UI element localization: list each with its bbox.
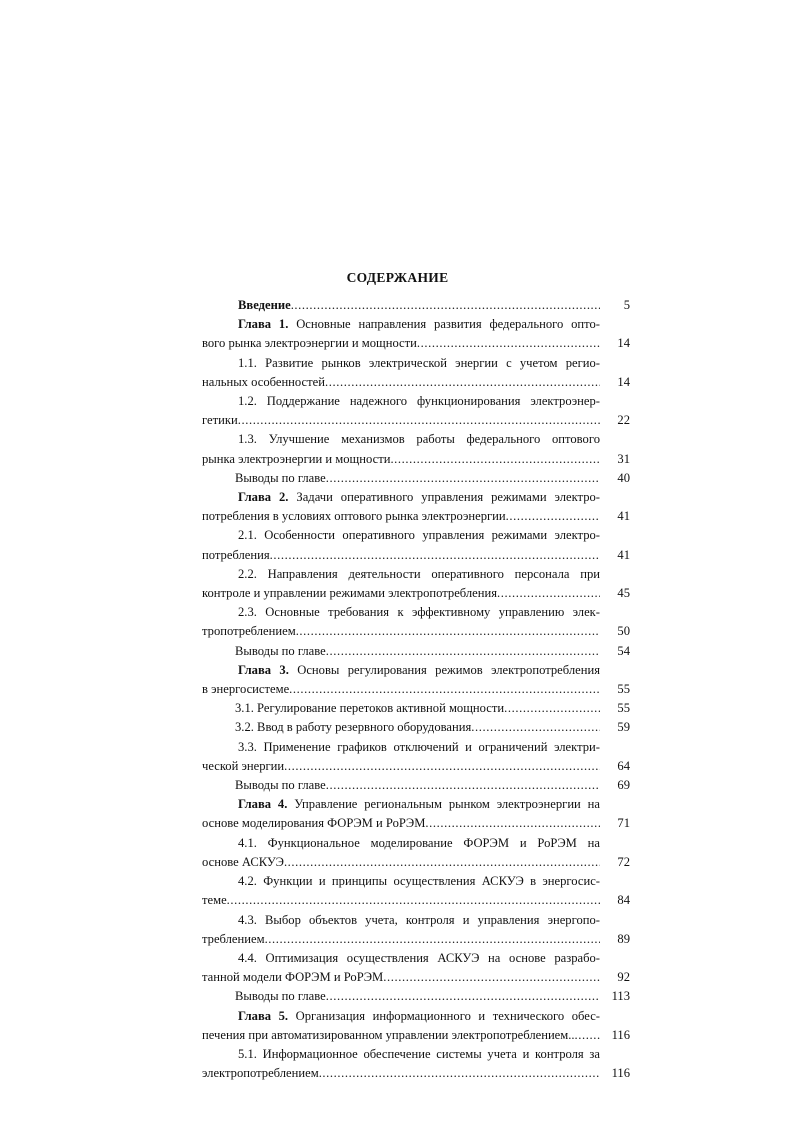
page-number: 50 (617, 624, 630, 639)
dot-leader (417, 334, 600, 353)
toc-entry (202, 296, 630, 315)
entry-text: Задачи оперативного управления режимами электро- (296, 490, 600, 505)
page-number: 89 (617, 931, 630, 946)
entry-text: Основы регулирования режимов электропотребления (297, 662, 600, 677)
dot-leader (270, 546, 600, 565)
toc-entry (202, 911, 630, 949)
entry-text: вого рынка электроэнергии и мощности (202, 336, 417, 351)
toc-entry (202, 738, 630, 776)
dot-leader (575, 1026, 600, 1045)
dot-leader (390, 450, 600, 469)
page-number: 84 (617, 893, 630, 908)
chapter-label: Глава 1. (238, 317, 289, 332)
entry-text: потребления в условиях оптового рынка электроэнергии (202, 509, 506, 524)
dot-leader (383, 968, 600, 987)
page-number: 31 (617, 451, 630, 466)
entry-text: 3.2. Ввод в работу резервного оборудования (235, 720, 472, 735)
entry-text: печения при автоматизированном управлении электропотреблением.. (202, 1027, 575, 1042)
entry-text: 4.2. Функции и принципы осуществления АСКУЭ в энергосис- (238, 874, 600, 889)
toc-entry (202, 1007, 630, 1045)
dot-leader (289, 680, 600, 699)
chapter-label: Глава 4. (238, 797, 288, 812)
toc-entry (202, 430, 630, 468)
page-number: 41 (617, 547, 630, 562)
chapter-label: Глава 3. (238, 662, 289, 677)
entry-text: 1.3. Улучшение механизмов работы федерального оптового (238, 432, 600, 447)
entry-text: треблением (202, 931, 265, 946)
page-number: 64 (617, 758, 630, 773)
page-number: 22 (617, 413, 630, 428)
entry-text: 4.3. Выбор объектов учета, контроля и управления энергопо- (238, 912, 600, 927)
entry-text: 2.1. Особенности оперативного управления режимами электро- (238, 528, 600, 543)
toc-entry (202, 565, 630, 603)
toc-entry (202, 1045, 630, 1083)
toc-entry (202, 872, 630, 910)
toc-entry (202, 526, 630, 564)
dot-leader (238, 411, 600, 430)
entry-text: контроле и управлении режимами электропотребления (202, 586, 498, 601)
entry-text: Основные направления развития федерального опто- (296, 317, 600, 332)
entry-text: 4.4. Оптимизация осуществления АСКУЭ на основе разрабо- (238, 950, 600, 965)
dot-leader (296, 622, 600, 641)
page-number: 45 (617, 586, 630, 601)
dot-leader (284, 853, 600, 872)
toc-entry (202, 661, 630, 699)
toc-entry (202, 834, 630, 872)
entry-text: ческой энергии (202, 758, 285, 773)
dot-leader (326, 469, 600, 488)
entry-text: Управление региональным рынком электроэнергии на (294, 797, 600, 812)
dot-leader (319, 1064, 600, 1083)
toc-entry (202, 949, 630, 987)
toc-entry (202, 315, 630, 353)
entry-text: Выводы по главе (235, 778, 326, 793)
page-number: 116 (611, 1027, 630, 1042)
entry-text: Организация информационного и технического обес- (295, 1008, 600, 1023)
entry-text: нальных особенностей (202, 374, 325, 389)
page-number: 40 (617, 470, 630, 485)
entry-text: потребления (202, 547, 270, 562)
chapter-label: Глава 2. (238, 490, 289, 505)
dot-leader (497, 584, 600, 603)
entry-text: основе моделирования ФОРЭМ и РоРЭМ (202, 816, 426, 831)
dot-leader (265, 930, 600, 949)
entry-text: Выводы по главе (235, 470, 326, 485)
entry-text: 4.1. Функциональное моделирование ФОРЭМ и РоРЭМ на (238, 835, 600, 850)
toc-entry (202, 795, 630, 833)
toc-entry (202, 987, 630, 1006)
page-number: 55 (617, 701, 630, 716)
page-number: 69 (617, 778, 630, 793)
toc-entry (202, 642, 630, 661)
entry-text: 5.1. Информационное обеспечение системы учета и контроля за (238, 1046, 600, 1061)
entry-text: основе АСКУЭ (202, 854, 284, 869)
dot-leader (326, 776, 600, 795)
toc-entry (202, 392, 630, 430)
entry-text: 3.3. Применение графиков отключений и ограничений электри- (238, 739, 600, 754)
page-number: 113 (611, 989, 630, 1004)
page-number: 5 (623, 298, 630, 312)
page-number: 92 (617, 970, 630, 985)
entry-text: электропотреблением (202, 1066, 319, 1081)
page-number: 71 (617, 816, 630, 831)
toc-entry (202, 603, 630, 641)
entry-text: танной модели ФОРЭМ и РоРЭМ (202, 970, 384, 985)
page-number: 72 (617, 854, 630, 869)
page-number: 14 (617, 374, 630, 389)
entry-text: Выводы по главе (235, 989, 326, 1004)
entry-text: рынка электроэнергии и мощности (202, 451, 391, 466)
chapter-label (238, 296, 291, 315)
entry-text: гетики (202, 413, 238, 428)
dot-leader (326, 642, 600, 661)
entry-text: 1.1. Развитие рынков электрической энергии с учетом регио- (238, 355, 600, 370)
dot-leader (284, 757, 600, 776)
entry-text: теме (202, 893, 227, 908)
page-number: 59 (617, 720, 630, 735)
toc-entry (202, 469, 630, 488)
dot-leader (504, 699, 600, 718)
entry-text: тропотреблением (202, 624, 296, 639)
table-of-contents (202, 296, 630, 1083)
page-number: 55 (617, 682, 630, 697)
dot-leader (227, 891, 600, 910)
page-title: СОДЕРЖАНИЕ (346, 270, 449, 285)
entry-text: 3.1. Регулирование перетоков активной мощности (235, 701, 505, 716)
chapter-label: Глава 5. (238, 1008, 289, 1023)
dot-leader (425, 814, 600, 833)
toc-entry (202, 776, 630, 795)
toc-entry (202, 718, 630, 737)
toc-entry (202, 354, 630, 392)
dot-leader (326, 987, 600, 1006)
dot-leader (506, 507, 600, 526)
page-number: 14 (617, 336, 630, 351)
entry-text: 2.3. Основные требования к эффективному управлению элек- (238, 605, 600, 620)
entry-text: 1.2. Поддержание надежного функционирования электроэнер- (238, 394, 600, 409)
dot-leader (471, 718, 600, 737)
page-number: 116 (611, 1066, 630, 1081)
intro-label: Введение (238, 298, 291, 312)
page-number: 54 (617, 643, 630, 658)
dot-leader (325, 373, 600, 392)
entry-text: Выводы по главе (235, 643, 326, 658)
dot-leader (291, 296, 600, 315)
page-number: 41 (617, 509, 630, 524)
entry-text: 2.2. Направления деятельности оперативного персонала при (238, 566, 600, 581)
toc-entry (202, 699, 630, 718)
toc-entry (202, 488, 630, 526)
entry-text: в энергосистеме (202, 682, 290, 697)
